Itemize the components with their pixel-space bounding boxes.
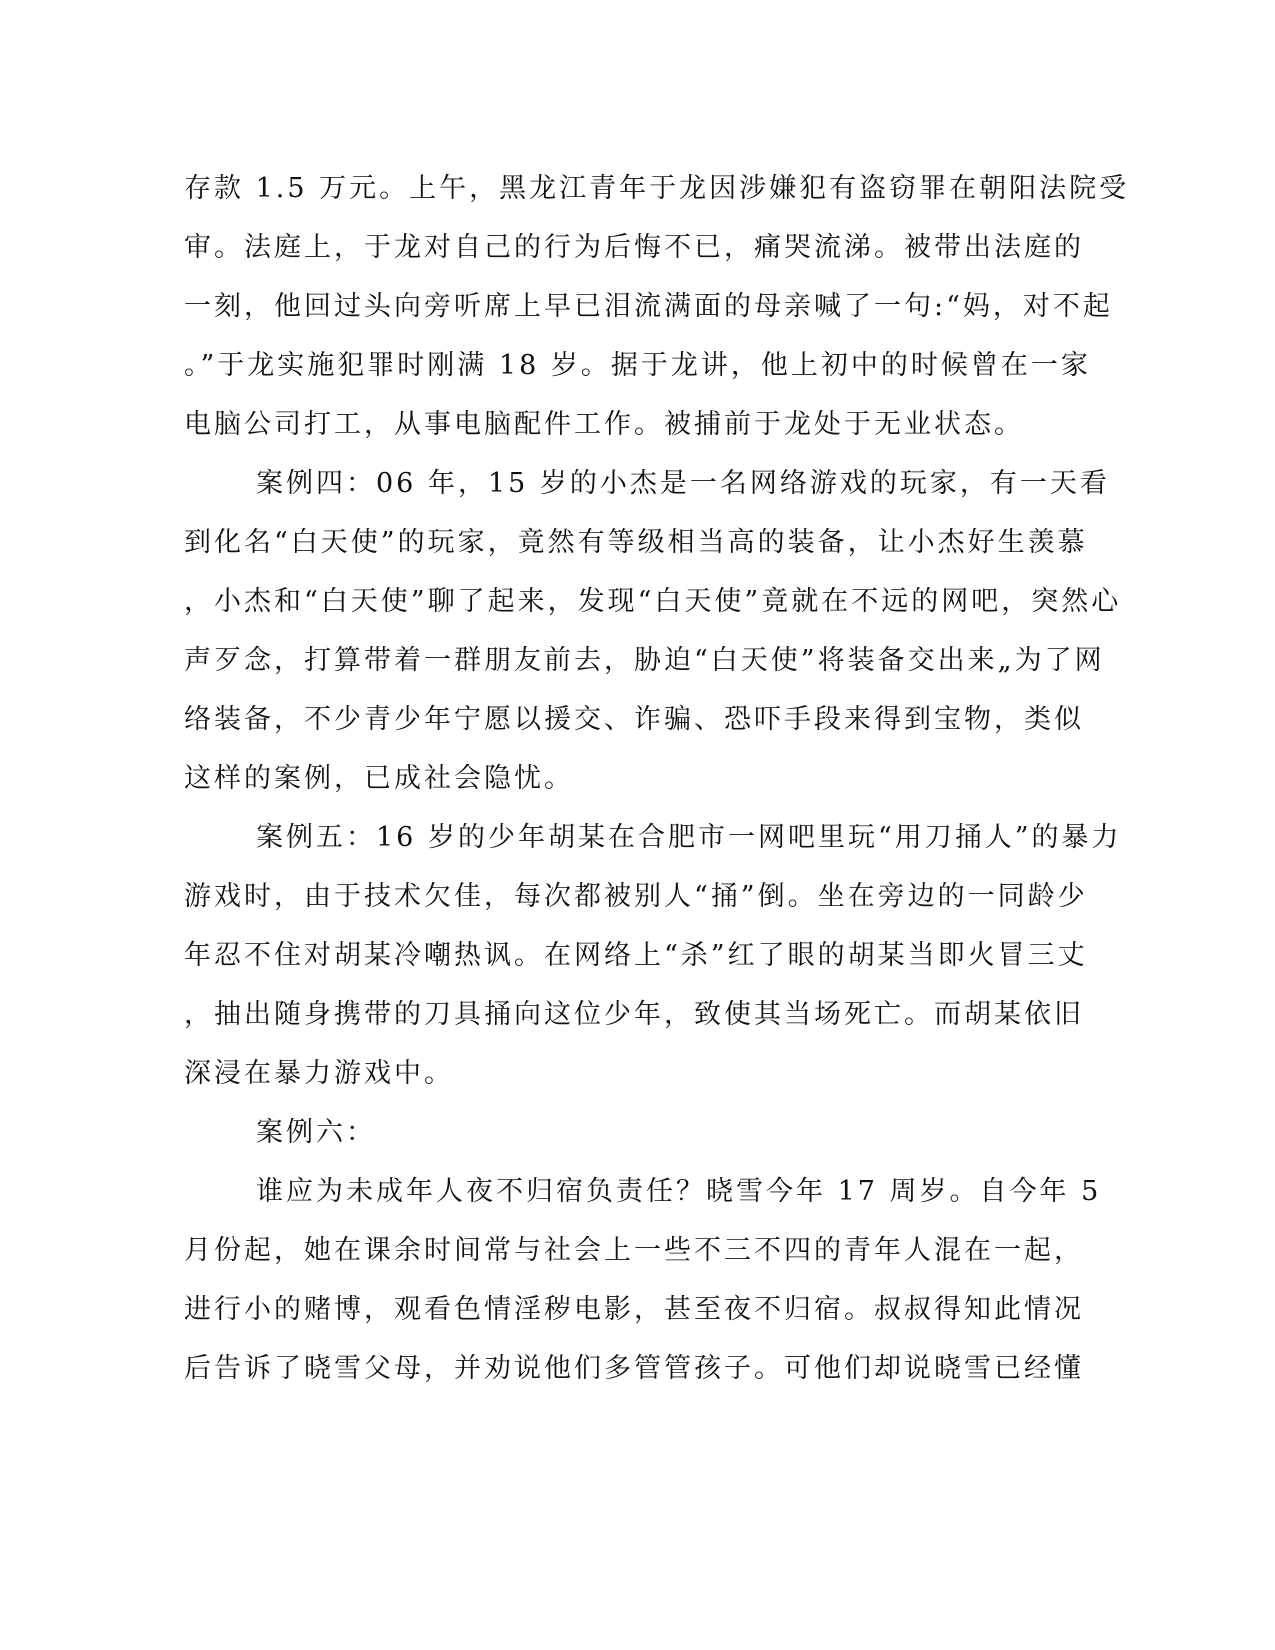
text-line: ，小杰和“白天使”聊了起来，发现“白天使”竟就在不远的网吧，突然心: [184, 586, 1122, 617]
text-line: 年忍不住对胡某冷嘲热讽。在网络上“杀”红了眼的胡某当即火冒三丈: [184, 940, 1088, 971]
text-line: 到化名“白天使”的玩家，竟然有等级相当高的装备，让小杰好生羡慕: [184, 527, 1088, 558]
text-line: 后告诉了晓雪父母，并劝说他们多管管孩子。可他们却说晓雪已经懂: [184, 1353, 1084, 1384]
text-line: 电脑公司打工，从事电脑配件工作。被捕前于龙处于无业状态。: [184, 409, 1024, 440]
text-line: ，抽出随身携带的刀具捅向这位少年，致使其当场死亡。而胡某依旧: [184, 999, 1084, 1030]
text-line: 案例四：06 年，15 岁的小杰是一名网络游戏的玩家，有一天看: [256, 468, 1110, 499]
text-line: 案例五：16 岁的少年胡某在合肥市一网吧里玩“用刀捅人”的暴力: [256, 822, 1122, 853]
text-line: 深浸在暴力游戏中。: [184, 1058, 454, 1089]
text-line: 游戏时，由于技术欠佳，每次都被别人“捅”倒。坐在旁边的一同龄少: [184, 881, 1088, 912]
text-line: 。”于龙实施犯罪时刚满 18 岁。据于龙讲，他上初中的时候曾在一家: [184, 350, 1091, 381]
text-line: 声歹念，打算带着一群朋友前去，胁迫“白天使”将装备交出来„为了网: [184, 645, 1105, 676]
text-line: 这样的案例，已成社会隐忧。: [184, 763, 574, 794]
text-line: 络装备，不少青少年宁愿以援交、诈骗、恐吓手段来得到宝物，类似: [184, 704, 1084, 735]
text-line: 谁应为未成年人夜不归宿负责任？晓雪今年 17 周岁。自今年 5: [256, 1176, 1102, 1207]
text-line: 审。法庭上，于龙对自己的行为后悔不已，痛哭流涕。被带出法庭的: [184, 232, 1084, 263]
text-line: 进行小的赌博，观看色情淫秽电影，甚至夜不归宿。叔叔得知此情况: [184, 1294, 1084, 1325]
text-line: 案例六：: [256, 1117, 376, 1148]
document-body: [184, 159, 1130, 1398]
text-line: 存款 1.5 万元。上午，黑龙江青年于龙因涉嫌犯有盗窃罪在朝阳法院受: [184, 173, 1130, 204]
text-line: 月份起，她在课余时间常与社会上一些不三不四的青年人混在一起，: [184, 1235, 1084, 1266]
text-line: 一刻，他回过头向旁听席上早已泪流满面的母亲喊了一句:“妈，对不起: [184, 291, 1113, 322]
